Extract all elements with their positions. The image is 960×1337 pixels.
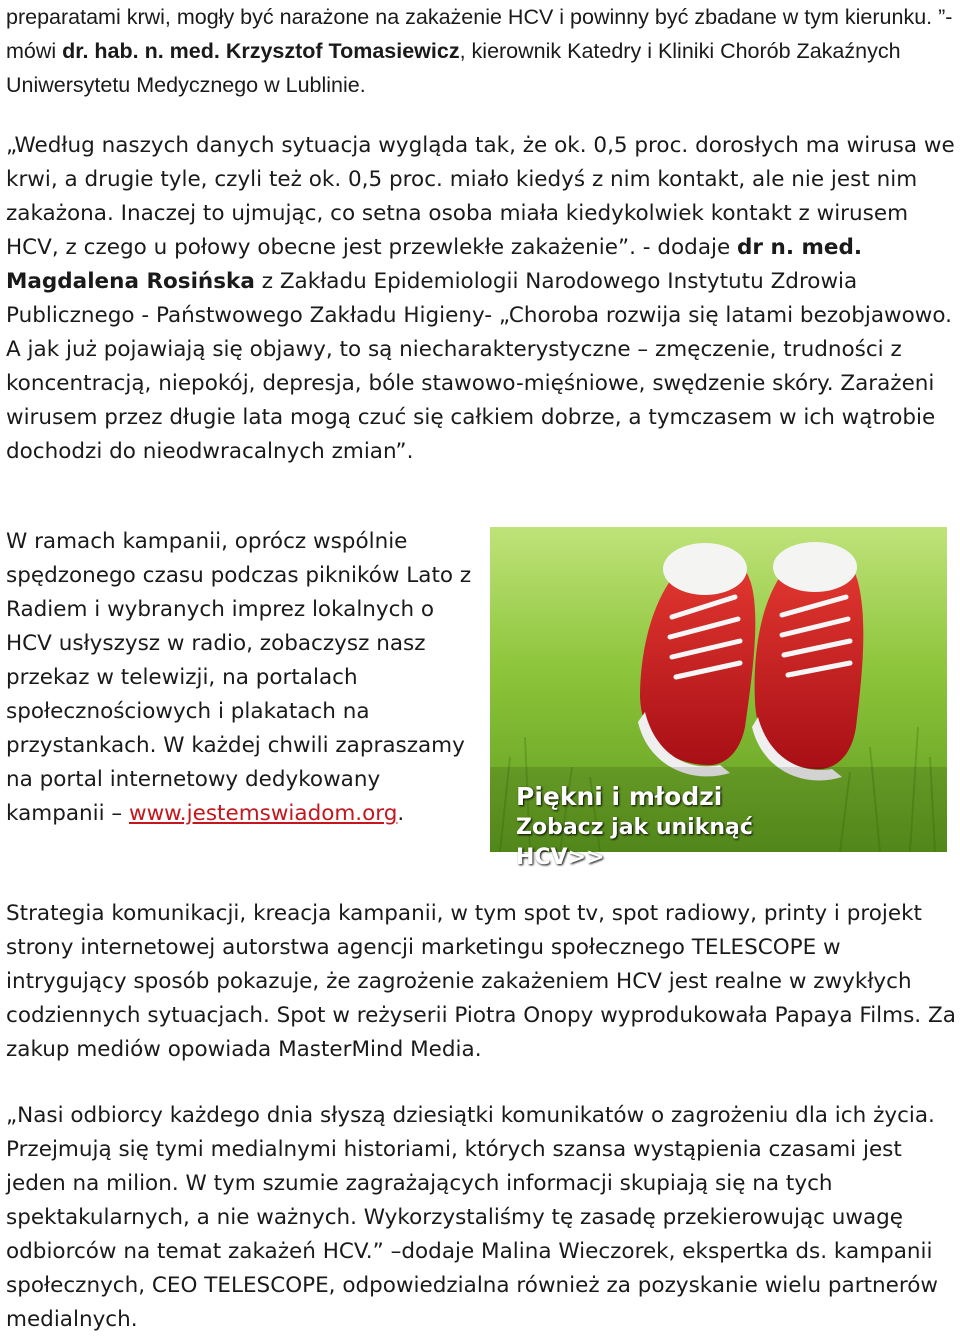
paragraph-strategy: Strategia komunikacji, kreacja kampanii, w tym spot tv, spot radiowy, printy i projekt strony internetowej autorstwa agencji marketingu społecznego TELESCOPE w intrygujący sposób pokazuje, że zagrożenie zakażeniem HCV jest realne w zwykłych codziennych sytuacjach. Spot w reżyserii Piotra Onopy wyprodukowała Papaya Films. Za zakup mediów opowiada MasterMind Media.: [6, 901, 956, 1062]
paragraph-quote-tomasiewicz: [6, 0, 958, 102]
text-run: z Zakładu Epidemiologii Narodowego Instytutu Zdrowia Publicznego - Państwowego Zakładu Higieny- „Choroba rozwija się latami bezobjawowo. A jak już pojawiają się objawy, to są niecharakterystyczne – zmęczenie, trudności z koncentracją, niepokój, depresja, bóle stawowo-mięśniowe, swędzenie skóry. Zarażeni wirusem przez długie lata mogą czuć się całkiem dobrze, a tymczasem w ich wątrobie dochodzi do nieodwracalnych zmian”.: [6, 269, 952, 464]
promo-caption: [516, 781, 816, 873]
paragraph-quote-rosinska: [6, 129, 958, 469]
author-name: dr. hab. n. med. Krzysztof Tomasiewicz: [62, 39, 460, 63]
text-run: „Według naszych danych sytuacja wygląda tak, że ok. 0,5 proc. dorosłych ma wirusa we krwi, a drugie tyle, czyli też ok. 0,5 proc. miało kiedyś z nim kontakt, ale nie jest nim zakażona. Inaczej to ujmując, co setna osoba miała kiedykolwiek kontakt z wirusem HCV, z czego u połowy obecne jest przewlekłe zakażenie”. - dodaje: [6, 133, 955, 260]
text-run: , kierownik Katedry i Kliniki Chorób Zakaźnych Uniwersytetu Medycznego w Lublinie.: [6, 39, 901, 97]
author-title: dr n. med.: [737, 235, 863, 260]
text-body: [6, 129, 958, 469]
paragraph-quote-wieczorek: „Nasi odbiorcy każdego dnia słyszą dziesiątki komunikatów o zagrożeniu dla ich życia. Przejmują się tymi medialnymi historiami, których szansa wystąpienia czasami jest jeden na milion. W tym szumie zagrażających informacji skupiają się na tych spektakularnych, a nie ważnych. Wykorzystaliśmy tę zasadę przekierowując uwagę odbiorców na temat zakażeń HCV.” –dodaje Malina Wieczorek, ekspertka ds. kampanii społecznych, CEO TELESCOPE, odpowiedzialna również za pozyskanie wielu partnerów medialnych.: [6, 1103, 938, 1332]
promo-title: Piękni i młodzi: [516, 782, 723, 811]
promo-banner[interactable]: [490, 527, 947, 870]
text-run: W ramach kampanii, oprócz wspólnie spędzonego czasu podczas pikników Lato z Radiem i wybranych imprez lokalnych o HCV usłyszysz w radio, zobaczysz nasz przekaz w telewizji, na portalach społecznościowych i plakatach na przystankach. W każdej chwili zapraszamy na portal internetowy dedykowany kampanii –: [6, 529, 472, 826]
campaign-website-link[interactable]: www.jestemswiadom.org: [129, 801, 398, 826]
promo-cta-link[interactable]: Zobacz jak uniknąć HCV>>: [516, 815, 753, 870]
author-name: Magdalena Rosińska: [6, 269, 255, 294]
campaign-section: [6, 525, 956, 870]
text-run: preparatami krwi, mogły być narażone na zakażenie HCV i powinny być zbadane w tym kierunku. ”- mówi: [6, 5, 953, 63]
campaign-text: [6, 525, 476, 831]
campaign-paragraph: [6, 525, 476, 831]
text-run: .: [397, 801, 405, 826]
